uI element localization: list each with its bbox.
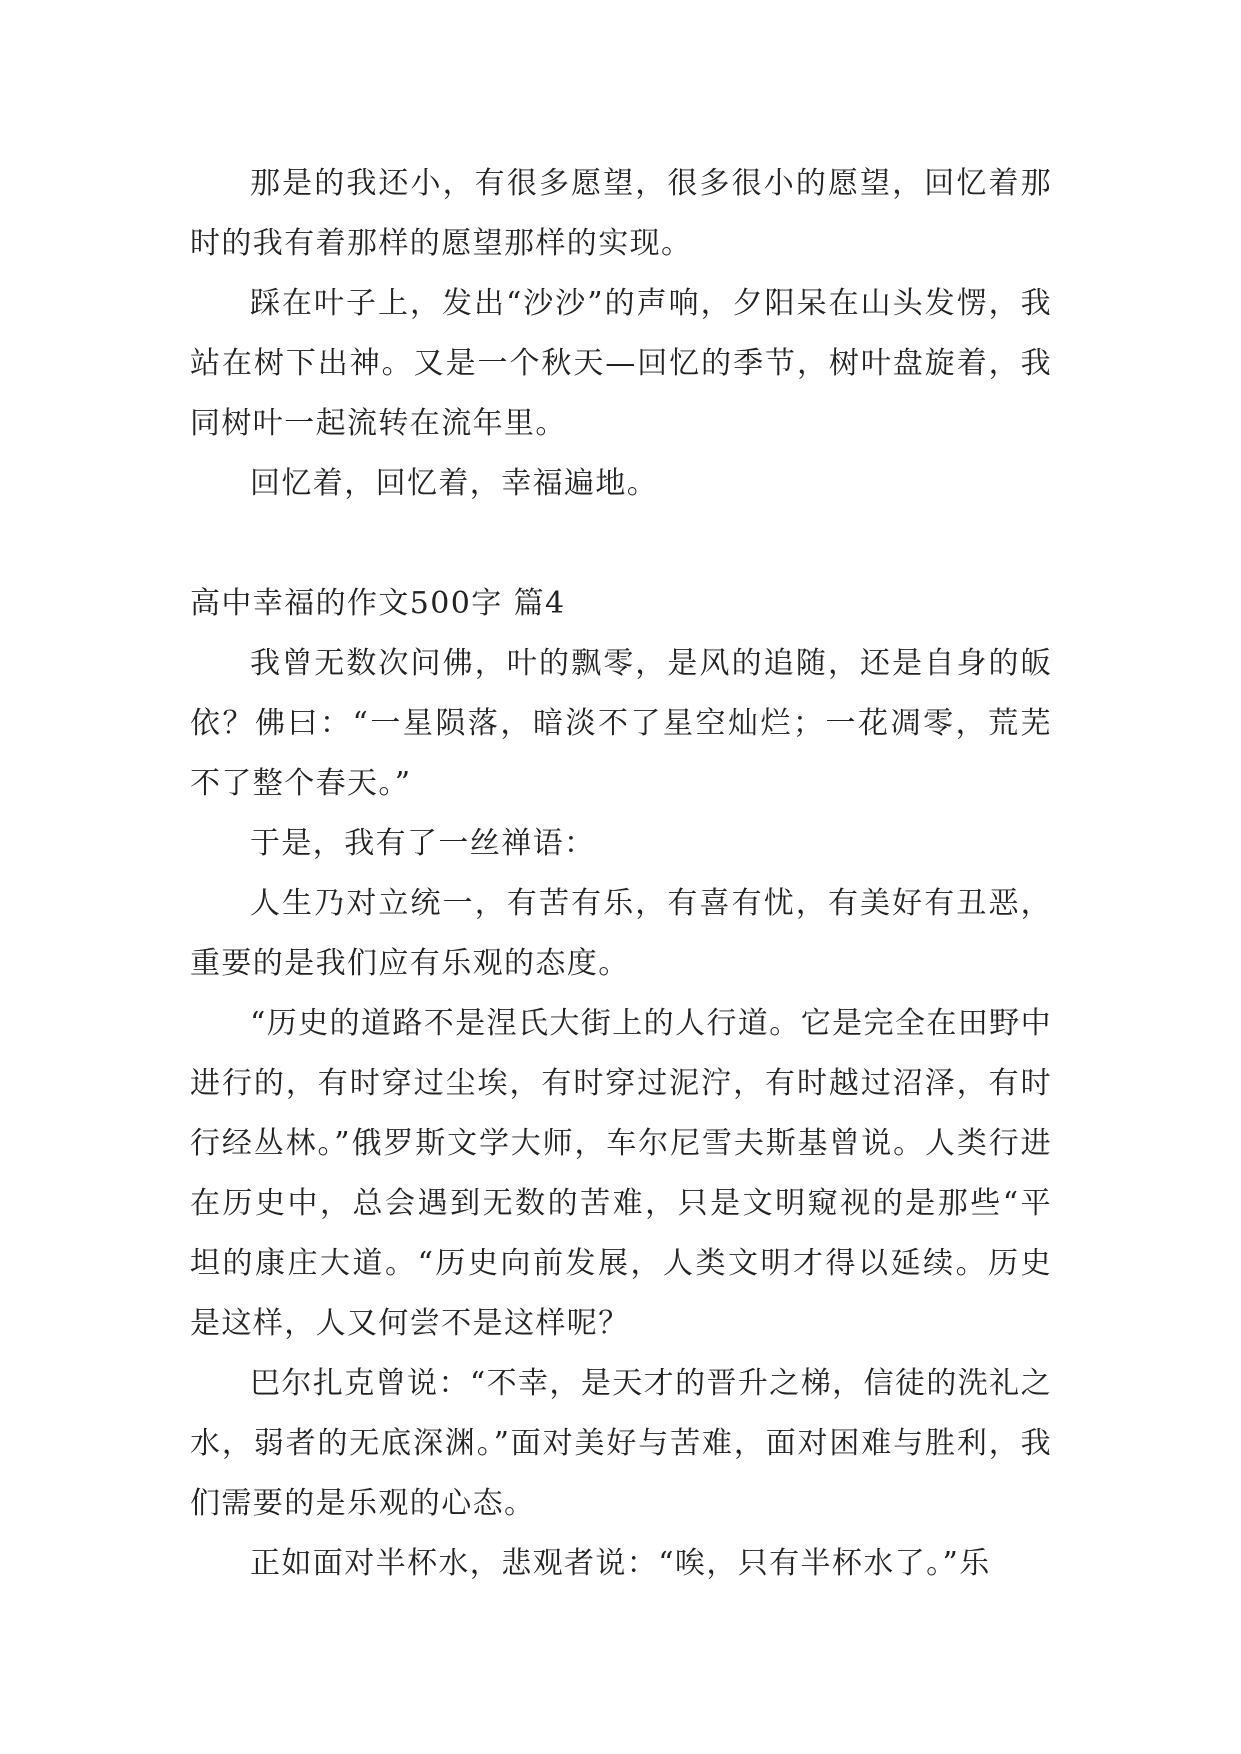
paragraph: 人生乃对立统一，有苦有乐，有喜有忧，有美好有丑恶，重要的是我们应有乐观的态度。	[190, 886, 1052, 981]
paragraph: 巴尔扎克曾说：“不幸，是天才的晋升之梯，信徒的洗礼之水，弱者的无底深渊。”面对美好与苦难，面对困难与胜利，我们需要的是乐观的心态。	[190, 1366, 1052, 1521]
paragraph: 踩在叶子上，发出“沙沙”的声响，夕阳呆在山头发愣，我站在树下出神。又是一个秋天—回忆的季节，树叶盘旋着，我同树叶一起流转在流年里。	[190, 286, 1052, 441]
paragraph: 回忆着，回忆着，幸福遍地。	[250, 466, 659, 501]
document-body	[190, 154, 1052, 1594]
section-heading: 高中幸福的作文500字 篇4	[190, 586, 566, 621]
paragraph: 那是的我还小，有很多愿望，很多很小的愿望，回忆着那时的我有着那样的愿望那样的实现。	[190, 166, 1052, 261]
paragraph: 正如面对半杯水，悲观者说：“唉，只有半杯水了。”乐	[250, 1546, 991, 1581]
paragraph: 于是，我有了一丝禅语：	[250, 826, 596, 861]
paragraph: 我曾无数次问佛，叶的飘零，是风的追随，还是自身的皈依？佛曰：“一星陨落，暗淡不了星空灿烂；一花凋零，荒芜不了整个春天。”	[190, 646, 1052, 801]
paragraph: “历史的道路不是涅氏大街上的人行道。它是完全在田野中进行的，有时穿过尘埃，有时穿过泥泞，有时越过沼泽，有时行经丛林。”俄罗斯文学大师，车尔尼雪夫斯基曾说。人类行进在历史中，总会遇到无数的苦难，只是文明窥视的是那些“平坦的康庄大道。“历史向前发展，人类文明才得以延续。历史是这样，人又何尝不是这样呢？	[190, 1006, 1052, 1341]
